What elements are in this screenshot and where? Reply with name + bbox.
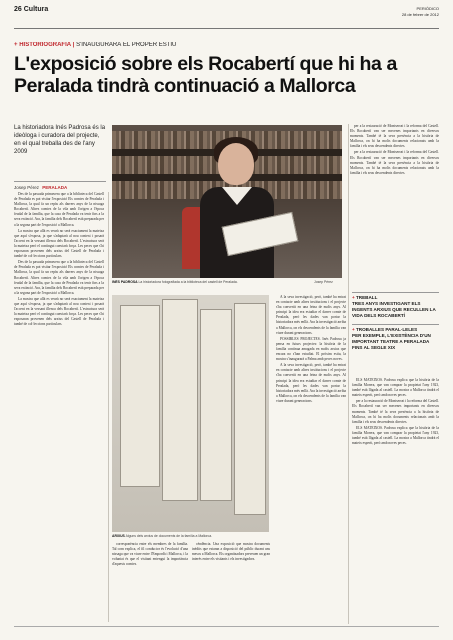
sidebar-item-text: PER EXEMPLE, L'EXISTÈNCIA D'UN IMPORTANT TEATRE A PERALADA FINS AL SEGLE XIX <box>352 333 431 350</box>
article-headline: L'exposició sobre els Rocabertí que hi ha a Peralada tindrà continuació a Mallorca <box>14 53 397 97</box>
caption-text: Alguns dels arxius de documents de la família a Mallorca. <box>125 534 213 538</box>
column-paragraph: ELS MATEIXOS. Padrosa explica que la història de la família Morera, que van comprar la propietat l'any 1923, també està lligada al castell. La mostra a Mallorca tindrà el mateix esperit, però amb noves peces. <box>352 378 439 398</box>
caption-label: INÉS PADROSA <box>112 280 138 284</box>
article-kicker: + HISTORIOGRAFIA | S'INAUGURARÀ EL PROPER ESTIU <box>14 42 177 48</box>
photo1-caption <box>112 280 342 284</box>
archive-folder <box>200 309 232 501</box>
byline-author: Josep Pérez <box>14 185 40 190</box>
page-number: 26 <box>14 6 22 13</box>
article-lede: La historiadora Inés Padrosa és la ideòloga i curadora del projecte, en el qual treballa des de l'any 2009 <box>14 125 106 155</box>
column-paragraph: A la seva investigació, però, també ha entrat en contacte amb altres institucions i el projecte s'ha convertit en una feina de molts anys. Al principi la idea era estudiar el darrer comte de Peralada, però les dades van portar la historiadora més enllà. Ara la investigació arriba a Mallorca, on els descendents de la família van viure durant generacions. <box>276 295 346 335</box>
sidebar-item: + TREBALL TRES ANYS INVESTIGANT ELS INGENTS ARXIUS QUE RECULLEN LA VIDA DELS ROCABERTÍ <box>352 292 439 319</box>
column-paragraph: POSSIBLES PROJECTES. Inés Padrosa ja pensa en futurs projectes: la història de la família continua amagada en molts arxius que encara no s'han estudiat. El pròxim estiu, la mostra s'inaugurarà a Palma amb peces noves. <box>276 336 346 362</box>
portrait-photo <box>112 125 342 278</box>
page-header <box>14 6 439 29</box>
archive-folder <box>120 305 160 487</box>
column-paragraph: A la seva investigació, però, també ha entrat en contacte amb altres institucions i el projecte s'ha convertit en una feina de molts anys. Al principi la idea era estudiar el darrer comte de Peralada, però les dades van portar la historiadora més enllà. Ara la investigació arriba a Mallorca, on els descendents de la família van viure durant generacions. <box>276 363 346 403</box>
column-paragraph: Des de la passada primavera que a la biblioteca del Castell de Peralada es pot visitar l'exposició Els comtes de Peralada i Mallorca, la qual fa un repàs als darrers anys de la nissaga Rocabertí. Altres comtes de la vila amb l'origen a l'època feudal de la família, que la casa de Peralada va tenir fins a la seva extinció. Ara, la família dels Rocabertí està preparada per a la segona part de l'exposició a Mallorca. <box>14 260 104 295</box>
column-paragraph: ELS MATEIXOS. Padrosa explica que la història de la família Morera, que van comprar la propietat l'any 1923, també està lligada al castell. La mostra a Mallorca tindrà el mateix esperit, però amb noves peces. <box>352 425 439 446</box>
section-label <box>14 6 48 13</box>
photo2-caption <box>112 534 269 538</box>
column-paragraph: per a la restauració de Montserrat i la reforma del Castell. Els Rocabertí van ser mecenes importants en diversos moments. També té la seva presència a la història de Mallorca, on hi ha molts documents relacionats amb la família i els seus descendents directes. <box>350 150 439 175</box>
section-name: Cultura <box>23 6 49 13</box>
article-column-4-top <box>350 124 439 288</box>
column-paragraph: per a la restauració de Montserrat i la reforma del Castell. Els Rocabertí van ser mecenes importants en diversos moments. També té la seva presència a la història de Mallorca, on hi ha molts documents relacionats amb la família i els seus descendents directes. <box>352 399 439 424</box>
article-column-1 <box>14 192 104 624</box>
caption-text: La historiadora fotografiada a la biblioteca del castell de Peralada. <box>138 280 238 284</box>
archive-folder <box>162 299 198 501</box>
article-column-bottom-1 <box>112 542 188 624</box>
column-paragraph: per a la restauració de Montserrat i la reforma del Castell. Els Rocabertí van ser mecenes importants en diversos moments. També té la seva presència a la història de Mallorca, on hi ha molts documents relacionats amb la família i els seus descendents directes. <box>350 124 439 149</box>
issue-date: 28 de febrer de 2012 <box>401 12 439 17</box>
sidebar-item-label: TREBALL <box>355 295 378 300</box>
article-byline <box>14 181 106 190</box>
archive-folder <box>234 303 266 515</box>
article-sidebar <box>352 292 439 356</box>
column-divider <box>348 124 349 624</box>
caption-label: ARXIUS <box>112 534 125 538</box>
kicker-text: S'INAUGURARÀ EL PROPER ESTIU <box>76 42 177 48</box>
column-paragraph: corresponència entre els membres de la família. Tal com explica, el fil conductor és l'evolució d'una nissaga que va viure entre l'Empordà i Mallorca, i la voluntat és que el visitant entengui la importància d'aquests comtes. <box>112 542 188 567</box>
page-bottom-rule <box>14 626 439 627</box>
byline-location: PERALADA <box>42 185 68 190</box>
sidebar-item: + TROBALLES PARAL·LELES PER EXEMPLE, L'EXISTÈNCIA D'UN IMPORTANT TEATRE A PERALADA FINS AL SEGLE XIX <box>352 324 439 351</box>
kicker-section: HISTORIOGRAFIA <box>19 42 72 48</box>
column-paragraph: Des de la passada primavera que a la biblioteca del Castell de Peralada es pot visitar l'exposició Els comtes de Peralada i Mallorca, la qual fa un repàs als darrers anys de la nissaga Rocabertí. Altres comtes de la vila amb l'origen a l'època feudal de la família, que la casa de Peralada va tenir fins a la seva extinció. Ara, la família dels Rocabertí està preparada per a la segona part de l'exposició a Mallorca. <box>14 192 104 227</box>
paper-info <box>402 6 439 18</box>
photo1-credit: Josep Pérez <box>314 280 333 284</box>
column-paragraph: La mostra que allà es veurà no serà exactament la mateixa que aquí s'exposa, ja que s'adaptarà al nou context i posarà l'accent en la vessant illenca dels Rocabertí. L'estructura serà la mateixa però el contingut canviarà força. Les peces que s'hi exposaran provenen dels arxius del Castell de Peralada i també de col·leccions particulars. <box>14 228 104 259</box>
column-divider <box>108 192 109 622</box>
article-column-4-bottom <box>352 378 439 624</box>
sidebar-item-label: TROBALLES PARAL·LELES <box>355 327 418 332</box>
article-column-bottom-2 <box>192 542 270 624</box>
paper-name: PERIÒDICO <box>416 6 439 11</box>
column-paragraph: La mostra que allà es veurà no serà exactament la mateixa que aquí s'exposa, ja que s'adaptarà al nou context i posarà l'accent en la vessant illenca dels Rocabertí. L'estructura serà la mateixa però el contingut canviarà força. Les peces que s'hi exposaran provenen dels arxius del Castell de Peralada i també de col·leccions particulars. <box>14 296 104 327</box>
sidebar-item-text: TRES ANYS INVESTIGANT ELS INGENTS ARXIUS QUE RECULLEN LA VIDA DELS ROCABERTÍ <box>352 301 436 318</box>
archive-photo <box>112 295 269 532</box>
article-column-2 <box>276 295 346 625</box>
newspaper-page <box>14 6 439 632</box>
person-head <box>218 143 254 185</box>
column-paragraph: cèndència. Una exposició que mostra documents inèdits que estaran a disposició del públic durant uns mesos a Mallorca. Els organitzadors preveuen un gran interès entre els visitants i els investigadors. <box>192 542 270 562</box>
